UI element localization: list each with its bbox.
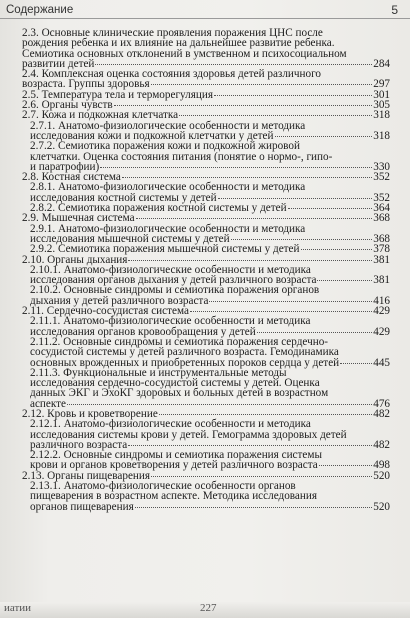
table-of-contents bbox=[22, 28, 390, 512]
toc-leader-dots bbox=[275, 136, 373, 137]
toc-entry-text: клетчатки. Оценка состояния питания (понятие о нормо-, гипо- bbox=[30, 150, 333, 163]
toc-entry[interactable] bbox=[22, 69, 390, 90]
toc-entry-text: данных ЭКГ и ЭхоКГ здоровых и больных детей в возрастном bbox=[30, 387, 329, 400]
footer-page-number: 227 bbox=[200, 602, 217, 614]
toc-entry-text: 2.9.2. Семиотика поражения мышечной системы у детей bbox=[30, 243, 300, 256]
toc-entry-text: 2.5. Температура тела и терморегуляция bbox=[22, 88, 213, 101]
toc-entry-text: развитии детей bbox=[22, 57, 95, 70]
toc-leader-dots bbox=[288, 208, 373, 209]
toc-page-number: 381 bbox=[373, 274, 390, 287]
toc-leader-dots bbox=[159, 414, 372, 415]
toc-page-number: 520 bbox=[373, 500, 390, 513]
toc-entry-text: 2.10.2. Основные синдромы и семиотика поражения органов bbox=[30, 284, 320, 297]
toc-entry-text: 2.8.1. Анатомо-физиологические особенности и методика bbox=[30, 181, 306, 194]
toc-leader-dots bbox=[214, 95, 372, 96]
toc-page-number: 368 bbox=[373, 212, 390, 225]
toc-entry-text: дыхания у детей различного возраста bbox=[30, 294, 209, 307]
toc-entry-line bbox=[30, 388, 390, 398]
toc-entry-text: исследования мышечной системы у детей bbox=[30, 232, 230, 245]
running-header bbox=[0, 0, 410, 24]
toc-entry[interactable] bbox=[22, 481, 390, 512]
toc-entry[interactable] bbox=[22, 337, 390, 368]
toc-leader-dots bbox=[319, 465, 372, 466]
toc-entry-text: 2.7.1. Анатомо-физиологические особенности и методика bbox=[30, 119, 306, 132]
toc-entry-text: 2.7. Кожа и подкожная клетчатка bbox=[22, 109, 179, 122]
toc-entry-text: сосудистой системы у детей различного возраста. Гемодинамика bbox=[30, 346, 339, 359]
toc-entry-text: 2.11.3. Функциональные и инструментальные методы bbox=[30, 366, 287, 379]
toc-leader-dots bbox=[122, 177, 372, 178]
toc-page-number: 318 bbox=[373, 129, 390, 142]
toc-leader-dots bbox=[67, 404, 372, 405]
toc-entry-text: 2.3. Основные клинические проявления поражения ЦНС после bbox=[22, 27, 323, 39]
toc-entry[interactable] bbox=[22, 316, 390, 337]
toc-leader-dots bbox=[231, 239, 373, 240]
toc-page-number: 381 bbox=[373, 253, 390, 266]
toc-entry-text: Семиотика основных отклонений в умственном и психосоциальном bbox=[22, 47, 347, 60]
toc-page-number: 476 bbox=[373, 397, 390, 410]
toc-entry-text: исследования кожи и подкожной клетчатки у детей bbox=[30, 129, 274, 142]
toc-entry-text: исследования системы крови у детей. Гемограмма здоровых детей bbox=[30, 428, 347, 441]
toc-page-number: 318 bbox=[373, 109, 390, 122]
toc-page-number: 330 bbox=[373, 160, 390, 173]
toc-page-number: 305 bbox=[373, 99, 390, 112]
toc-page-number: 445 bbox=[373, 356, 390, 369]
toc-leader-dots bbox=[128, 260, 372, 261]
toc-leader-dots bbox=[151, 476, 372, 477]
toc-entry-text: исследования костной системы у детей bbox=[30, 191, 217, 204]
toc-entry-text: крови и органов кроветворения у детей различного возраста bbox=[30, 459, 318, 472]
toc-page-number: 352 bbox=[373, 171, 390, 184]
toc-entry[interactable] bbox=[22, 419, 390, 450]
toc-leader-dots bbox=[179, 115, 372, 116]
toc-entry-text: 2.12.1. Анатомо-физиологические особенности и методика bbox=[30, 418, 311, 431]
toc-entry-text: 2.6. Органы чувств bbox=[22, 99, 113, 112]
toc-leader-dots bbox=[151, 84, 373, 85]
toc-entry-text: исследования органов кровообращения у детей bbox=[30, 325, 256, 338]
toc-leader-dots bbox=[257, 332, 373, 333]
toc-entry-text: и паратрофии) bbox=[30, 160, 100, 173]
header-rule bbox=[0, 18, 410, 19]
toc-entry-text: 2.13.1. Анатомо-физиологические особенности органов bbox=[30, 480, 296, 493]
toc-page-number: 520 bbox=[373, 469, 390, 482]
toc-leader-dots bbox=[136, 218, 373, 219]
toc-entry-text: исследования органов дыхания у детей различного возраста bbox=[30, 274, 317, 287]
toc-leader-dots bbox=[218, 198, 373, 199]
header-title: Содержание bbox=[6, 4, 74, 16]
toc-entry[interactable] bbox=[22, 450, 390, 471]
toc-page-number: 301 bbox=[373, 88, 390, 101]
toc-leader-dots bbox=[135, 507, 372, 508]
toc-entry-text: возраста. Группы здоровья bbox=[22, 78, 150, 91]
toc-entry-text: 2.9. Мышечная система bbox=[22, 212, 135, 225]
toc-page-number: 297 bbox=[373, 78, 390, 91]
toc-leader-dots bbox=[114, 105, 373, 106]
toc-page-number: 378 bbox=[373, 243, 390, 256]
toc-entry-text: рождения ребенка и их влияние на дальнейшее развитие ребенка. bbox=[22, 37, 335, 50]
toc-entry-text: основных врожденных и приобретенных пороков сердца у детей bbox=[30, 356, 340, 369]
toc-page-number: 352 bbox=[373, 191, 390, 204]
toc-entry-text: 2.12.2. Основные синдромы и семиотика поражения системы bbox=[30, 449, 322, 462]
toc-entry-text: 2.8. Костная система bbox=[22, 171, 121, 184]
toc-leader-dots bbox=[95, 64, 372, 65]
toc-page-number: 429 bbox=[373, 325, 390, 338]
toc-entry-line bbox=[30, 347, 390, 357]
toc-leader-dots bbox=[128, 445, 372, 446]
toc-entry[interactable] bbox=[22, 265, 390, 286]
toc-entry-text: 2.12. Кровь и кроветворение bbox=[22, 407, 158, 420]
toc-entry-text: аспекте bbox=[30, 397, 67, 410]
toc-entry[interactable] bbox=[22, 244, 390, 254]
toc-page-number: 482 bbox=[373, 407, 390, 420]
toc-entry-text: органов пищеварения bbox=[30, 500, 134, 513]
toc-entry[interactable] bbox=[22, 182, 390, 203]
toc-entry-text: 2.11.2. Основные синдромы и семиотика поражения сердечно- bbox=[30, 335, 329, 348]
toc-entry[interactable] bbox=[22, 224, 390, 245]
toc-entry[interactable] bbox=[22, 121, 390, 142]
toc-entry-text: 2.10. Органы дыхания bbox=[22, 253, 128, 266]
toc-page-number: 364 bbox=[373, 202, 390, 215]
toc-entry-text: 2.13. Органы пищеварения bbox=[22, 469, 151, 482]
toc-page-number: 498 bbox=[373, 459, 390, 472]
toc-entry-text: различного возраста bbox=[30, 438, 128, 451]
header-page-number: 5 bbox=[391, 3, 398, 17]
toc-leader-dots bbox=[100, 167, 372, 168]
toc-entry-line bbox=[30, 244, 390, 254]
toc-entry-text: пищеварения в возрастном аспекте. Методика исследования bbox=[30, 490, 318, 503]
toc-entry-text: 2.11. Сердечно-сосудистая система bbox=[22, 305, 189, 318]
toc-leader-dots bbox=[301, 249, 373, 250]
toc-entry[interactable] bbox=[22, 141, 390, 172]
toc-page-number: 482 bbox=[373, 438, 390, 451]
toc-entry-line bbox=[30, 502, 390, 512]
footer-text: иатии bbox=[4, 602, 32, 614]
toc-entry[interactable] bbox=[22, 368, 390, 409]
toc-page-number: 284 bbox=[373, 57, 390, 70]
toc-page-number: 416 bbox=[373, 294, 390, 307]
toc-entry-text: 2.7.2. Семиотика поражения кожи и подкожной жировой bbox=[30, 140, 300, 153]
toc-page-number: 368 bbox=[373, 232, 390, 245]
toc-entry-text: 2.8.2. Семиотика поражения костной системы у детей bbox=[30, 202, 287, 215]
toc-entry-text: 2.9.1. Анатомо-физиологические особенности и методика bbox=[30, 222, 306, 235]
toc-entry-text: исследования сердечно-сосудистой системы у детей. Оценка bbox=[30, 377, 320, 390]
toc-entry[interactable] bbox=[22, 28, 390, 69]
toc-leader-dots bbox=[209, 301, 372, 302]
toc-leader-dots bbox=[317, 280, 372, 281]
toc-leader-dots bbox=[340, 363, 372, 364]
toc-entry-text: 2.11.1. Анатомо-физиологические особенности и методика bbox=[30, 315, 311, 328]
toc-entry-text: 2.4. Комплексная оценка состояния здоровья детей различного bbox=[22, 68, 322, 81]
toc-page-number: 429 bbox=[373, 305, 390, 318]
toc-entry[interactable] bbox=[22, 285, 390, 306]
toc-leader-dots bbox=[190, 311, 372, 312]
toc-entry-text: 2.10.1. Анатомо-физиологические особенности и методика bbox=[30, 263, 311, 276]
